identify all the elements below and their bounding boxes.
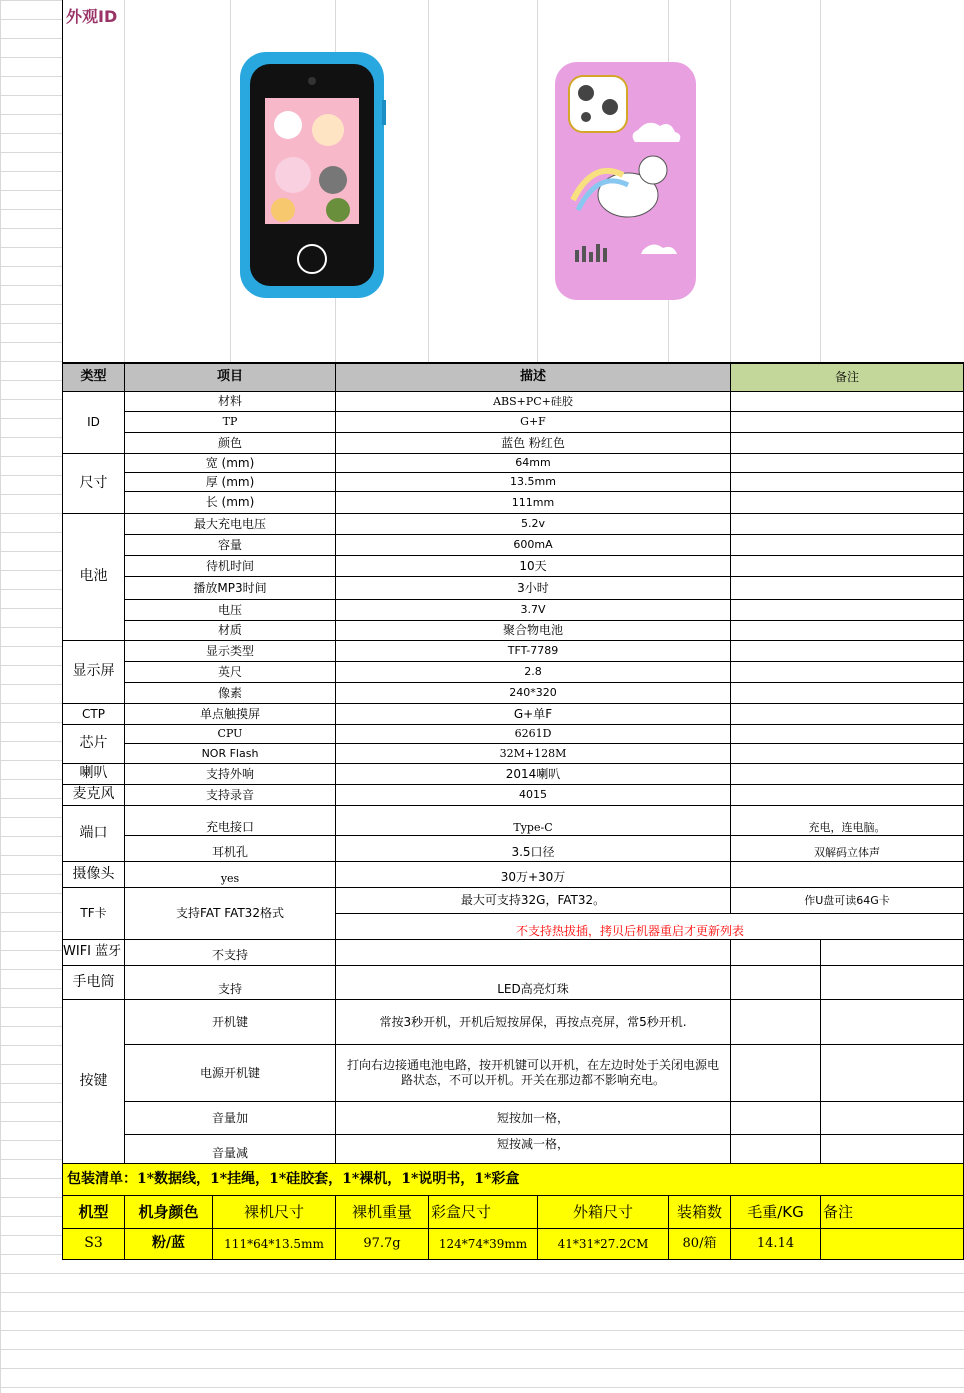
size-thick-val: 13.5mm	[335, 472, 731, 492]
section-title: 外观ID	[66, 7, 118, 26]
tf-label: TF卡	[62, 887, 125, 940]
mic-val: 4015	[335, 784, 731, 806]
wifi-val	[335, 939, 731, 966]
keys-switch-note-a	[730, 1044, 821, 1102]
battery-volt-note	[730, 599, 964, 621]
battery-mat-val: 聚合物电池	[335, 620, 731, 641]
id-tp: TP	[124, 411, 336, 433]
battery-label: 电池	[62, 513, 125, 641]
camera-item: yes	[124, 861, 336, 888]
id-tp-note	[730, 411, 964, 433]
size-length: 长 (mm)	[124, 491, 336, 514]
pack-note	[820, 1228, 964, 1260]
battery-mp3-note	[730, 576, 964, 600]
pack-h-note: 备注	[820, 1195, 964, 1229]
battery-volt-val: 3.7V	[335, 599, 731, 621]
display-type-note	[730, 640, 964, 662]
keys-vup-note-b	[820, 1101, 964, 1135]
keys-vdown-note-b	[820, 1134, 964, 1164]
mic-label: 麦克风	[62, 784, 125, 806]
keys-power-note-a	[730, 999, 821, 1045]
pack-h-weight: 裸机重量	[335, 1195, 429, 1229]
mic-note	[730, 784, 964, 806]
port-charge-val: Type-C	[335, 805, 731, 836]
wifi-item: 不支持	[124, 939, 336, 966]
pack-h-box: 彩盒尺寸	[428, 1195, 538, 1229]
size-thick: 厚 (mm)	[124, 472, 336, 492]
size-length-val: 111mm	[335, 491, 731, 514]
id-material: 材料	[124, 391, 336, 412]
chip-nor-note	[730, 743, 964, 764]
battery-standby-val: 10天	[335, 555, 731, 577]
battery-mp3: 播放MP3时间	[124, 576, 336, 600]
appearance-area	[62, 0, 964, 363]
header-desc: 描述	[335, 363, 731, 392]
id-color-note	[730, 432, 964, 454]
pack-h-qty: 装箱数	[668, 1195, 731, 1229]
pack-color: 粉/蓝	[124, 1228, 213, 1260]
chip-cpu-note	[730, 724, 964, 744]
wifi-note-a	[730, 939, 821, 966]
size-thick-note	[730, 472, 964, 492]
battery-maxv: 最大充电电压	[124, 513, 336, 535]
battery-maxv-note	[730, 513, 964, 535]
header-item: 项目	[124, 363, 336, 392]
display-label: 显示屏	[62, 640, 125, 704]
ctp-label: CTP	[62, 703, 125, 725]
battery-mat: 材质	[124, 620, 336, 641]
port-label: 端口	[62, 805, 125, 862]
blue-phone-image	[238, 50, 386, 300]
display-px: 像素	[124, 682, 336, 704]
wifi-label: WIFI 蓝牙	[62, 939, 125, 966]
size-width-val: 64mm	[335, 453, 731, 473]
keys-switch: 电源开机键	[124, 1044, 336, 1102]
keys-power-note-b	[820, 999, 964, 1045]
pink-phone-image	[553, 60, 698, 302]
keys-vup-note-a	[730, 1101, 821, 1135]
tf-item: 支持FAT FAT32格式	[124, 887, 336, 940]
battery-maxv-val: 5.2v	[335, 513, 731, 535]
camera-val: 30万+30万	[335, 861, 731, 888]
keys-vdown-val: 短按减一格，	[335, 1134, 731, 1164]
id-tp-val: G+F	[335, 411, 731, 433]
torch-val: LED高亮灯珠	[335, 965, 731, 1000]
tf-val: 最大可支持32G，FAT32。	[335, 887, 731, 914]
id-color: 颜色	[124, 432, 336, 454]
pack-h-size: 裸机尺寸	[212, 1195, 336, 1229]
id-label: ID	[62, 391, 125, 454]
ctp-note	[730, 703, 964, 725]
keys-vup-val: 短按加一格，	[335, 1101, 731, 1135]
battery-standby-note	[730, 555, 964, 577]
pack-box: 124*74*39mm	[428, 1228, 538, 1260]
battery-cap-note	[730, 534, 964, 556]
keys-vdown: 音量减	[124, 1134, 336, 1164]
display-inch-val: 2.8	[335, 661, 731, 683]
display-type: 显示类型	[124, 640, 336, 662]
chip-cpu: CPU	[124, 724, 336, 744]
keys-power: 开机键	[124, 999, 336, 1045]
display-px-note	[730, 682, 964, 704]
torch-label: 手电筒	[62, 965, 125, 1000]
keys-vdown-note-a	[730, 1134, 821, 1164]
size-label: 尺寸	[62, 453, 125, 514]
header-note: 备注	[730, 363, 964, 392]
torch-item: 支持	[124, 965, 336, 1000]
size-width-note	[730, 453, 964, 473]
keys-power-val: 常按3秒开机，开机后短按屏保，再按点亮屏，常5秒开机.	[335, 999, 731, 1045]
speaker-val: 2014喇叭	[335, 763, 731, 785]
battery-standby: 待机时间	[124, 555, 336, 577]
mic-item: 支持录音	[124, 784, 336, 806]
display-inch-note	[730, 661, 964, 683]
pack-h-gross: 毛重/KG	[730, 1195, 821, 1229]
keys-switch-val: 打向右边接通电池电路，按开机键可以开机，在左边时处于关闭电源电路状态，不可以开机。开关在那边都不影响充电。	[335, 1044, 731, 1102]
pack-gross: 14.14	[730, 1228, 821, 1260]
keys-switch-note-b	[820, 1044, 964, 1102]
chip-nor: NOR Flash	[124, 743, 336, 764]
display-px-val: 240*320	[335, 682, 731, 704]
port-ear: 耳机孔	[124, 835, 336, 862]
size-length-note	[730, 491, 964, 514]
chip-nor-val: 32M+128M	[335, 743, 731, 764]
camera-note	[730, 861, 964, 888]
keys-label: 按键	[62, 999, 125, 1164]
torch-note-a	[730, 965, 821, 1000]
battery-cap: 容量	[124, 534, 336, 556]
keys-vup: 音量加	[124, 1101, 336, 1135]
display-inch: 英尺	[124, 661, 336, 683]
header-type: 类型	[62, 363, 125, 392]
pack-h-model: 机型	[62, 1195, 125, 1229]
ctp-item: 单点触摸屏	[124, 703, 336, 725]
camera-label: 摄像头	[62, 861, 125, 888]
tf-warning: 不支持热拔插，拷贝后机器重启才更新列表	[335, 913, 964, 940]
display-type-val: TFT-7789	[335, 640, 731, 662]
pack-carton: 41*31*27.2CM	[537, 1228, 669, 1260]
speaker-note	[730, 763, 964, 785]
port-ear-val: 3.5口径	[335, 835, 731, 862]
pack-model: S3	[62, 1228, 125, 1260]
pack-weight: 97.7g	[335, 1228, 429, 1260]
packing-list: 包装清单：1*数据线，1*挂绳，1*硅胶套，1*裸机，1*说明书，1*彩盒	[62, 1163, 964, 1196]
pack-h-color: 机身颜色	[124, 1195, 213, 1229]
size-width: 宽 (mm)	[124, 453, 336, 473]
chip-cpu-val: 6261D	[335, 724, 731, 744]
port-charge: 充电接口	[124, 805, 336, 836]
port-ear-note: 双解码立体声	[730, 835, 964, 862]
battery-cap-val: 600mA	[335, 534, 731, 556]
battery-volt: 电压	[124, 599, 336, 621]
id-material-val: ABS+PC+硅胶	[335, 391, 731, 412]
ctp-val: G+单F	[335, 703, 731, 725]
speaker-label: 喇叭	[62, 763, 125, 785]
battery-mat-note	[730, 620, 964, 641]
id-color-val: 蓝色 粉红色	[335, 432, 731, 454]
pack-qty: 80/箱	[668, 1228, 731, 1260]
id-material-note	[730, 391, 964, 412]
torch-note-b	[820, 965, 964, 1000]
wifi-note-b	[820, 939, 964, 966]
port-charge-note: 充电，连电脑。	[730, 805, 964, 836]
pack-h-carton: 外箱尺寸	[537, 1195, 669, 1229]
chip-label: 芯片	[62, 724, 125, 764]
battery-mp3-val: 3小时	[335, 576, 731, 600]
speaker-item: 支持外响	[124, 763, 336, 785]
tf-note: 作U盘可读64G卡	[730, 887, 964, 914]
pack-size: 111*64*13.5mm	[212, 1228, 336, 1260]
